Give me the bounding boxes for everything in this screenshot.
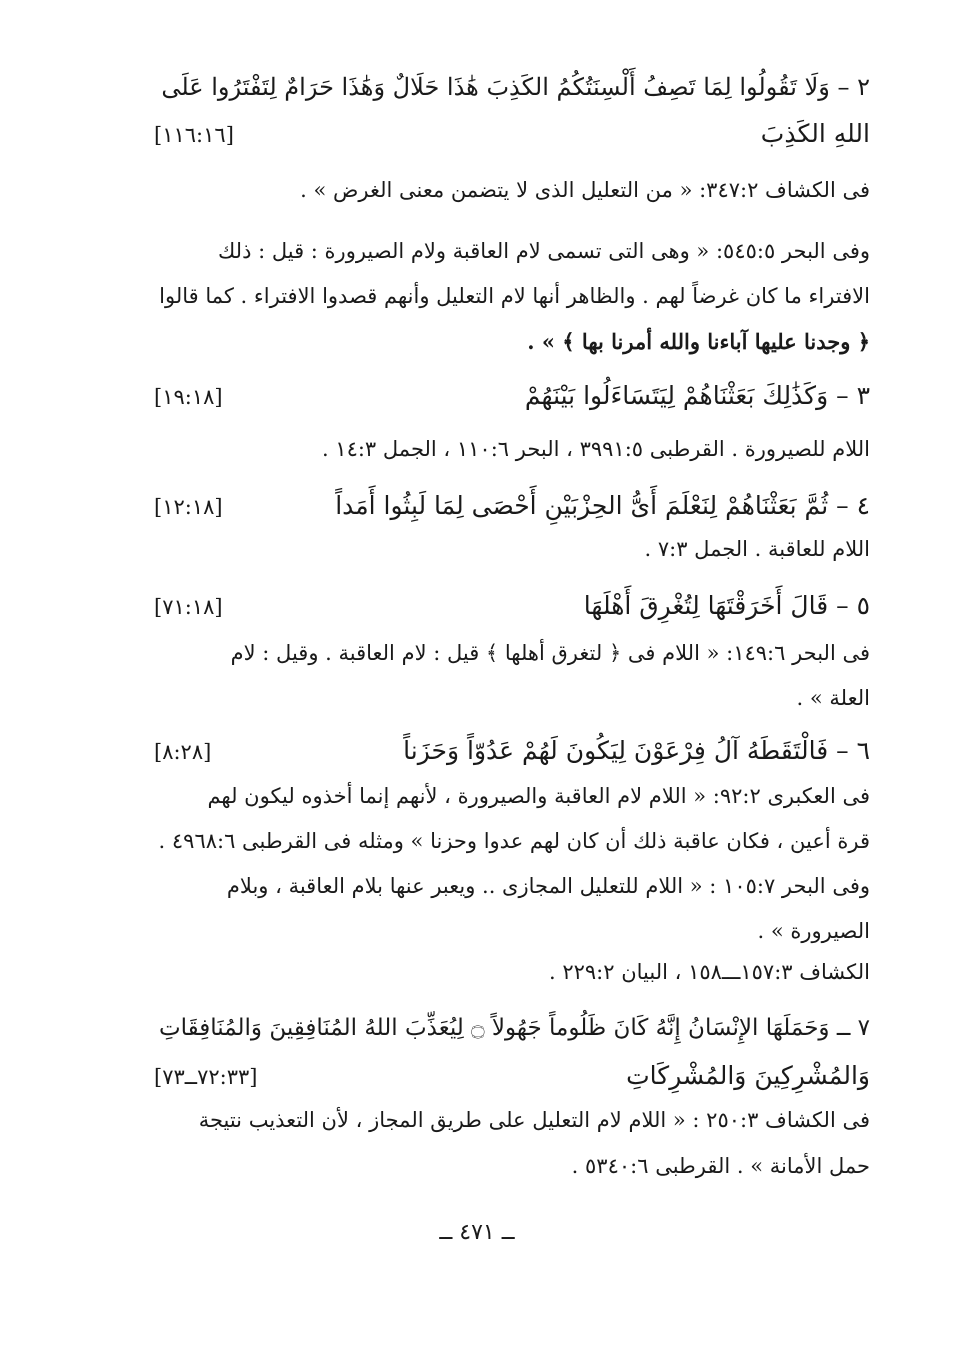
commentary-3: اللام للصيرورة . القرطبى ٣٩٩١:٥ ، البحر ١١٠:٦ ، الجمل ١٤:٣ .	[321, 437, 870, 461]
commentary-6-ukbari-line-1: فى العكبرى ٩٢:٢: « اللام لام العاقبة والصيرورة ، لأنهم إنما أخذوه ليكون لهم	[207, 784, 870, 808]
commentary-2-bahr-line-2: الافتراء ما كان غرضاً لهم . والظاهر أنها لام التعليل وأنهم قصدوا الافتراء . كما قالوا	[159, 284, 870, 308]
verse-4-reference: [١٢:١٨]	[154, 495, 223, 519]
verse-7-line-2: وَالمُشْرِكِينَ وَالمُشْرِكَاتِ	[626, 1061, 870, 1090]
verse-3: ٣ – وَكَذَٰلِكَ بَعَثْنَاهُمْ لِيَتَسَاءَلُوا بَيْنَهُمْ	[524, 381, 870, 410]
commentary-4: اللام للعاقبة . الجمل ٧:٣ .	[644, 537, 870, 561]
commentary-7-line-2: حمل الأمانة » . القرطبى ٥٣٤٠:٦ .	[571, 1154, 870, 1178]
page-number: ــ ٤٧١ ــ	[439, 1220, 515, 1245]
verse-7-reference: [٧٢:٣٣ــ٧٣]	[154, 1065, 258, 1089]
commentary-5-line-1: فى البحر ١٤٩:٦: « اللام فى ﴿ لتغرق أهلها ﴾ قيل : لام العاقبة . وقيل : لام	[230, 641, 870, 665]
commentary-2-bahr-line-3: ﴿ وجدنا عليها آباءنا والله أمرنا بها ﴾ » .	[527, 329, 870, 354]
verse-3-reference: [١٩:١٨]	[154, 385, 223, 409]
verse-5-reference: [٧١:١٨]	[154, 595, 223, 619]
commentary-6-ukbari-line-2: قرة أعين ، فكان عاقبة ذلك أن كان لهم عدوا وحزنا » ومثله فى القرطبى ٤٩٦٨:٦ .	[158, 829, 870, 853]
commentary-6-kashshaf: الكشاف ١٥٧:٣ـــ١٥٨ ، البيان ٢٢٩:٢ .	[548, 960, 870, 984]
commentary-5-line-2: العلة » .	[796, 686, 870, 710]
verse-5: ٥ – قَالَ أَخَرَقْتَهَا لِتُغْرِقَ أَهْلَهَا	[583, 591, 870, 620]
commentary-2-bahr-line-1: وفى البحر ٥٤٥:٥: « وهى التى تسمى لام العاقبة ولام الصيرورة : قيل : ذلك	[217, 239, 870, 263]
verse-6-reference: [٨:٢٨]	[154, 740, 212, 764]
verse-2-line-1: ٢ – وَلَا تَقُولُوا لِمَا تَصِفُ أَلْسِنَتُكُمُ الكَذِبَ هَٰذَا حَلَالٌ وَهَٰذَا حَرَامٌ لِتَفْتَرُوا عَلَى	[161, 73, 870, 101]
verse-4: ٤ – ثُمَّ بَعَثْنَاهُمْ لِنَعْلَمَ أَىُّ الحِزْبَيْنِ أَحْصَى لِمَا لَبِثُوا أَمَداً	[335, 491, 870, 520]
commentary-6-bahr-line-2: الصيرورة » .	[757, 919, 870, 943]
verse-7-line-1: ٧ ــ وَحَمَلَهَا الإِنْسَانُ إِنَّهُ كَانَ ظَلُوماً جَهُولاً ۝ لِيُعَذِّبَ اللهُ المُنَافِقِينَ وَالمُنَافِقَاتِ	[158, 1015, 870, 1041]
commentary-2-kashshaf: فى الكشاف ٣٤٧:٢: « من التعليل الذى لا يتضمن معنى الغرض » .	[300, 178, 870, 202]
verse-2-reference: [١١٦:١٦]	[154, 123, 234, 147]
commentary-7-line-1: فى الكشاف ٢٥٠:٣ : « اللام لام التعليل على طريق المجاز ، لأن التعذيب نتيجة	[198, 1108, 870, 1132]
verse-6: ٦ – فَالْتَقَطَهُ آلُ فِرْعَوْنَ لِيَكُونَ لَهُمْ عَدُوّاً وَحَزَناً	[403, 736, 870, 765]
commentary-6-bahr-line-1: وفى البحر ١٠٥:٧ : « اللام للتعليل المجازى .. ويعبر عنها بلام العاقبة ، وبلام	[226, 874, 870, 898]
verse-2-line-2: اللهِ الكَذِبَ	[760, 119, 870, 148]
